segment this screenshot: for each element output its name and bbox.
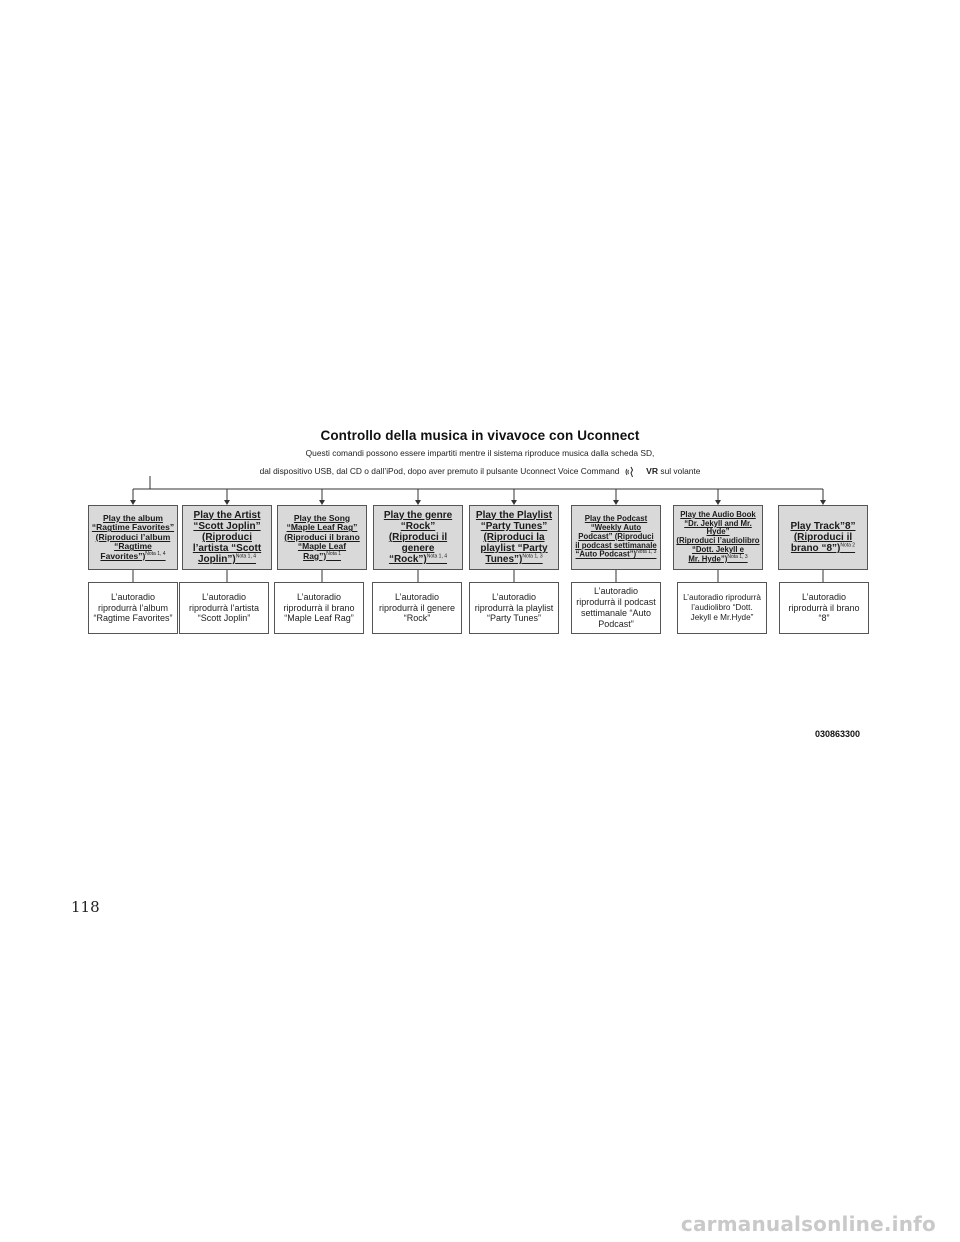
result-box-artist: L’autoradio riprodurrà l’artista “Scott Joplin” [179,582,269,634]
command-text-playlist: Play the Playlist “Party Tunes” (Riproduci la playlist “Party Tunes”)$^{Nota 1, 3}$ [475,509,553,566]
command-text-track: Play Track”8” (Riproduci il brano “8”)$^{Nota 2}$ [790,520,856,555]
diagram-title: Controllo della musica in vivavoce con Uconnect [320,428,640,443]
subtitle-line2-end: sul volante [660,466,701,477]
diagram-subtitle-line2 [0,466,960,478]
command-note-podcast: Nota 1, 3 [636,549,657,556]
command-box-artist [182,505,272,570]
result-box-podcast: L’autoradio riprodurrà il podcast settimanale “Auto Podcast” [571,582,661,634]
result-box-track: L’autoradio riprodurrà il brano “8” [779,582,869,634]
command-text-audiobook: Play the Audio Book “Dr. Jekyll and Mr. Hyde” (Riproduci l’audiolibro “Dott. Jekyll e Mr. Hyde”)$^{Nota 1, 3}$ [676,510,760,564]
command-note-song: Nota 1 [326,550,341,557]
diagram-subtitle-line1: Questi comandi possono essere impartiti mentre il sistema riproduce musica dalla scheda SD, [305,448,655,458]
command-box-album [88,505,178,570]
command-box-genre [373,505,463,570]
command-note-genre: Nota 1, 4 [426,553,448,560]
vr-label: VR [646,466,659,477]
command-box-track [778,505,868,570]
result-box-album: L’autoradio riprodurrà l’album “Ragtime Favorites” [88,582,178,634]
figure-code: 030863300 [815,729,861,739]
result-box-audiobook: L’autoradio riprodurrà l’audiolibro “Dott. Jekyll e Mr.Hyde” [677,582,767,634]
command-note-track: Nota 2 [840,542,856,549]
command-text-genre: Play the genre “Rock” (Riproduci il genere “Rock”)$^{Nota 1, 4}$ [383,509,453,566]
command-text-album: Play the album “Ragtime Favorites” (Riproduci l’album “Ragtime Favorites”)$^{Nota 1, 4}$ [91,512,175,561]
command-note-artist: Nota 1, 4 [235,553,257,560]
result-box-genre: L’autoradio riprodurrà il genere “Rock” [372,582,462,634]
command-note-album: Nota 1, 4 [145,550,166,557]
command-text-artist: Play the Artist “Scott Joplin” (Riproduci l’artista “Scott Joplin”)$^{Nota 1, 4}$ [192,509,262,566]
command-box-podcast [571,505,661,570]
command-text-podcast: Play the Podcast “Weekly Auto Podcast” (Riproduci il podcast settimanale “Auto Podcast”)$^{Nota 1, 3}$ [575,514,657,559]
watermark: carmanualsonline.info [680,1212,936,1236]
voice-command-icon [625,466,643,478]
command-text-song: Play the Song “Maple Leaf Rag” (Riproduci il brano “Maple Leaf Rag”)$^{Nota 1}$ [284,512,360,561]
page-number: 118 [71,898,100,916]
result-box-song: L’autoradio riprodurrà il brano “Maple Leaf Rag” [274,582,364,634]
command-note-playlist: Nota 1, 3 [522,553,543,560]
command-box-playlist [469,505,559,570]
subtitle-line2-text: dal dispositivo USB, dal CD o dall’iPod, dopo aver premuto il pulsante Uconnect Voice Command [259,466,620,477]
result-box-playlist: L’autoradio riprodurrà la playlist “Party Tunes” [469,582,559,634]
command-box-song [277,505,367,570]
command-note-audiobook: Nota 1, 3 [727,553,748,560]
command-box-audiobook [673,505,763,570]
